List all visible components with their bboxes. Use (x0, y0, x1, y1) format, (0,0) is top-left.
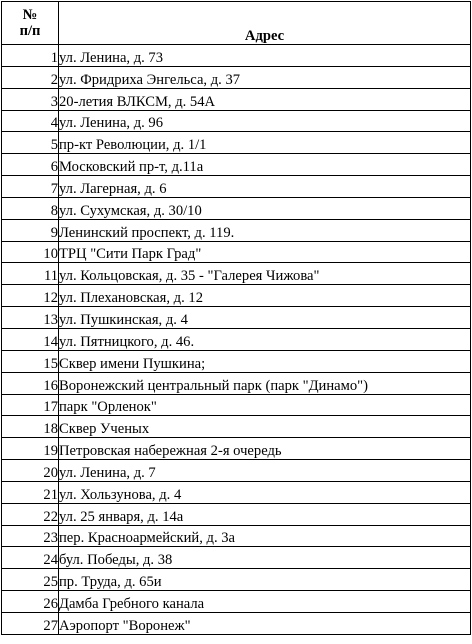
table-row (2, 154, 471, 176)
row-number-cell: 11 (2, 263, 59, 285)
table-row (2, 372, 471, 394)
table-row (2, 307, 471, 329)
address-cell: ул. Пятницкого, д. 46. (59, 328, 471, 350)
row-number-cell: 26 (2, 591, 59, 613)
address-cell: Воронежский центральный парк (парк "Динамо") (59, 372, 471, 394)
row-number-cell: 7 (2, 176, 59, 198)
row-number-cell: 17 (2, 394, 59, 416)
address-cell: ул. Пушкинская, д. 4 (59, 307, 471, 329)
table-row (2, 416, 471, 438)
table-row (2, 547, 471, 569)
row-number-cell: 6 (2, 154, 59, 176)
row-number-cell: 16 (2, 372, 59, 394)
address-cell: Сквер имени Пушкина; (59, 350, 471, 372)
address-cell: пр-кт Революции, д. 1/1 (59, 132, 471, 154)
table-row (2, 394, 471, 416)
address-column-header: Адрес (59, 2, 471, 45)
row-number-cell: 20 (2, 460, 59, 482)
table-row (2, 219, 471, 241)
address-cell: 20-летия ВЛКСМ, д. 54А (59, 88, 471, 110)
row-number-cell: 8 (2, 197, 59, 219)
number-header-line2: п/п (19, 23, 41, 39)
table-row (2, 350, 471, 372)
row-number-cell: 18 (2, 416, 59, 438)
table-row (2, 132, 471, 154)
table-row (2, 45, 471, 67)
address-cell: пер. Красноармейский, д. 3а (59, 525, 471, 547)
row-number-cell: 19 (2, 438, 59, 460)
row-number-cell: 24 (2, 547, 59, 569)
address-cell: Ленинский проспект, д. 119. (59, 219, 471, 241)
table-row (2, 66, 471, 88)
table-row (2, 241, 471, 263)
table-header-row (2, 2, 471, 45)
table-row (2, 612, 471, 634)
row-number-cell: 3 (2, 88, 59, 110)
address-table (1, 1, 471, 635)
address-cell: ул. Ленина, д. 96 (59, 110, 471, 132)
address-cell: ул. Сухумская, д. 30/10 (59, 197, 471, 219)
table-row (2, 569, 471, 591)
table-row (2, 176, 471, 198)
address-cell: Аэропорт "Воронеж" (59, 612, 471, 634)
table-row (2, 503, 471, 525)
row-number-cell: 22 (2, 503, 59, 525)
address-cell: ул. Ленина, д. 73 (59, 45, 471, 67)
table-row (2, 525, 471, 547)
table-body (2, 45, 471, 635)
table-row (2, 285, 471, 307)
address-cell: Дамба Гребного канала (59, 591, 471, 613)
row-number-cell: 5 (2, 132, 59, 154)
address-cell: ул. Лагерная, д. 6 (59, 176, 471, 198)
address-cell: ул. 25 января, д. 14а (59, 503, 471, 525)
address-cell: парк "Орленок" (59, 394, 471, 416)
address-cell: пр. Труда, д. 65и (59, 569, 471, 591)
table-row (2, 438, 471, 460)
row-number-cell: 21 (2, 481, 59, 503)
address-cell: ТРЦ "Сити Парк Град" (59, 241, 471, 263)
table-row (2, 197, 471, 219)
row-number-cell: 1 (2, 45, 59, 67)
row-number-cell: 27 (2, 612, 59, 634)
table-row (2, 88, 471, 110)
row-number-cell: 13 (2, 307, 59, 329)
row-number-cell: 25 (2, 569, 59, 591)
row-number-cell: 12 (2, 285, 59, 307)
address-cell: ул. Плехановская, д. 12 (59, 285, 471, 307)
address-cell: ул. Хользунова, д. 4 (59, 481, 471, 503)
row-number-cell: 23 (2, 525, 59, 547)
table-row (2, 481, 471, 503)
table-row (2, 263, 471, 285)
number-header-line1: № (22, 7, 38, 23)
table-row (2, 460, 471, 482)
table-row (2, 591, 471, 613)
address-cell: ул. Кольцовская, д. 35 - "Галерея Чижова" (59, 263, 471, 285)
row-number-cell: 10 (2, 241, 59, 263)
table-row (2, 110, 471, 132)
row-number-cell: 14 (2, 328, 59, 350)
row-number-cell: 15 (2, 350, 59, 372)
number-column-header (2, 2, 59, 45)
row-number-cell: 9 (2, 219, 59, 241)
address-cell: Сквер Ученых (59, 416, 471, 438)
table-row (2, 328, 471, 350)
address-cell: ул. Фридриха Энгельса, д. 37 (59, 66, 471, 88)
address-cell: бул. Победы, д. 38 (59, 547, 471, 569)
row-number-cell: 2 (2, 66, 59, 88)
address-cell: Петровская набережная 2-я очередь (59, 438, 471, 460)
address-cell: ул. Ленина, д. 7 (59, 460, 471, 482)
address-cell: Московский пр-т, д.11а (59, 154, 471, 176)
row-number-cell: 4 (2, 110, 59, 132)
